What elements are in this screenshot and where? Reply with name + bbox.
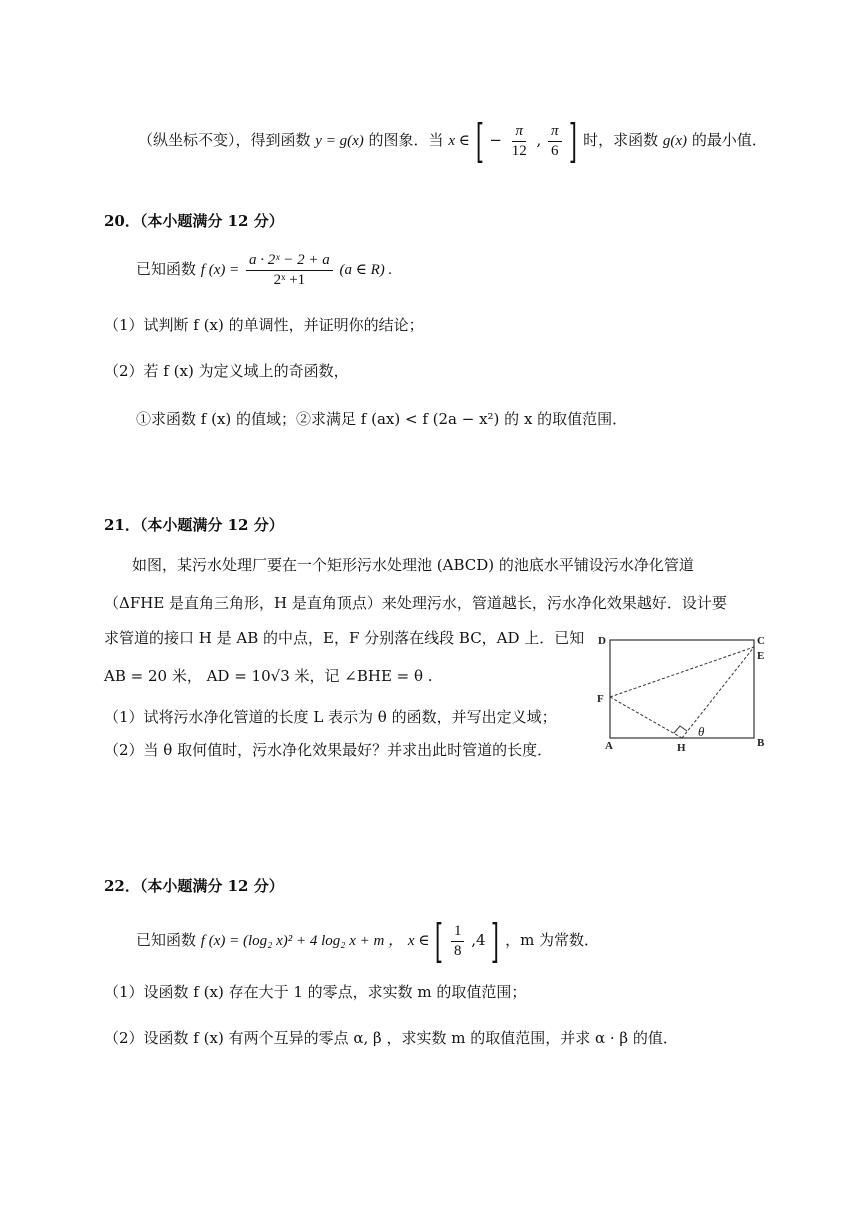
q19-formula-gx: g(x) <box>662 133 688 149</box>
fraction-numerator: π <box>512 123 526 142</box>
q21-part-2: （2）当 θ 取何值时，污水净化效果最好？并求出此时管道的长度． <box>104 741 553 759</box>
right-bracket: ] <box>491 914 500 968</box>
fraction-denominator: 12 <box>511 142 527 159</box>
q20-fraction <box>246 252 333 288</box>
q21-figure-rectangle-pool <box>596 630 772 762</box>
q22-part-1: （1）设函数 f (x) 存在大于 1 的零点，求实数 m 的取值范围； <box>104 983 527 1001</box>
q22-interval-end: ,4 <box>471 931 486 949</box>
label-c: C <box>757 635 765 647</box>
q20-function-line <box>136 252 392 288</box>
label-theta: θ <box>698 724 705 739</box>
label-d: D <box>598 635 606 647</box>
q22-intro: 已知函数 <box>136 931 197 949</box>
right-angle-mark <box>674 726 687 733</box>
q20-condition: (a ∈ R) . <box>339 262 393 278</box>
q20-fx: f (x) = <box>200 262 240 278</box>
q20-part-2-sub: ①求函数 f (x) 的值域；②求满足 f (ax) < f (2a − x²) 的 x 的取值范围． <box>136 410 628 428</box>
q20-part-2: （2）若 f (x) 为定义域上的奇函数， <box>104 362 349 380</box>
q20-part-1: （1）试判断 f (x) 的单调性，并证明你的结论； <box>104 316 424 334</box>
rectangle-abcd <box>610 640 754 738</box>
q19-fraction-2 <box>548 123 562 159</box>
fraction-denominator: 8 <box>453 942 462 959</box>
q19-fraction-1 <box>509 123 530 159</box>
fraction-denominator: 2ˣ +1 <box>273 271 306 288</box>
q22-function-line <box>136 914 600 968</box>
label-f: F <box>597 693 604 705</box>
left-bracket: [ <box>475 114 484 168</box>
fraction-numerator: 1 <box>451 923 465 942</box>
fraction-numerator: a · 2ˣ − 2 + a <box>246 252 333 271</box>
fraction-denominator: 6 <box>551 142 559 159</box>
label-a: A <box>605 740 613 752</box>
segment-fh <box>610 697 682 738</box>
q20-heading: 20．（本小题满分 12 分） <box>104 212 284 230</box>
q22-part-2: （2）设函数 f (x) 有两个互异的零点 α, β ，求实数 m 的取值范围，并求 α · β 的值． <box>104 1029 678 1047</box>
q19-tail-line: （纵坐标不变），得到函数 y = g(x) 的图象．当 x ∈ [ − $\frac{\pi}{12}$ , $\frac{\pi}{6}$ ] 时，求函数 g(x) 的最小值． <box>138 114 767 168</box>
right-bracket: ] <box>569 114 578 168</box>
label-b: B <box>757 737 765 749</box>
q19-formula-x-in: x ∈ <box>448 133 470 149</box>
label-h: H <box>677 742 686 754</box>
segment-fe <box>610 647 754 697</box>
q19-formula-g: y = g(x) <box>315 133 364 149</box>
q19-text-3: 时，求函数 <box>583 131 659 149</box>
q22-tail: ，m 为常数． <box>505 931 600 949</box>
q21-line-4: AB = 20 米， AD = 10√3 米，记 ∠BHE = θ . <box>104 667 433 685</box>
q21-part-1: （1）试将污水净化管道的长度 L 表示为 θ 的函数，并写出定义域； <box>104 708 557 726</box>
label-e: E <box>757 650 765 662</box>
q22-fraction <box>451 923 465 959</box>
q19-text-2: 的图象．当 <box>368 131 444 149</box>
q22-heading: 22．（本小题满分 12 分） <box>104 877 284 895</box>
q22-x-in: x ∈ <box>407 933 430 949</box>
q21-heading: 21．（本小题满分 12 分） <box>104 516 284 534</box>
q20-intro: 已知函数 <box>136 260 197 278</box>
q21-line-3: 求管道的接口 H 是 AB 的中点，E，F 分别落在线段 BC，AD 上．已知 <box>104 629 585 647</box>
q21-line-1: 如图，某污水处理厂要在一个矩形污水处理池 (ABCD) 的池底水平铺设污水净化管道 <box>132 556 694 574</box>
q19-text-4: 的最小值． <box>691 131 767 149</box>
q21-line-2: （ΔFHE 是直角三角形，H 是直角顶点）来处理污水，管道越长，污水净化效果越好．设计要 <box>104 594 727 612</box>
left-bracket: [ <box>435 914 444 968</box>
q19-text-1: （纵坐标不变），得到函数 <box>138 131 311 149</box>
segment-he <box>682 647 754 738</box>
fraction-numerator: π <box>548 123 562 142</box>
q22-fx: f (x) = (log₂ x)² + 4 log₂ x + m ， <box>200 933 404 949</box>
